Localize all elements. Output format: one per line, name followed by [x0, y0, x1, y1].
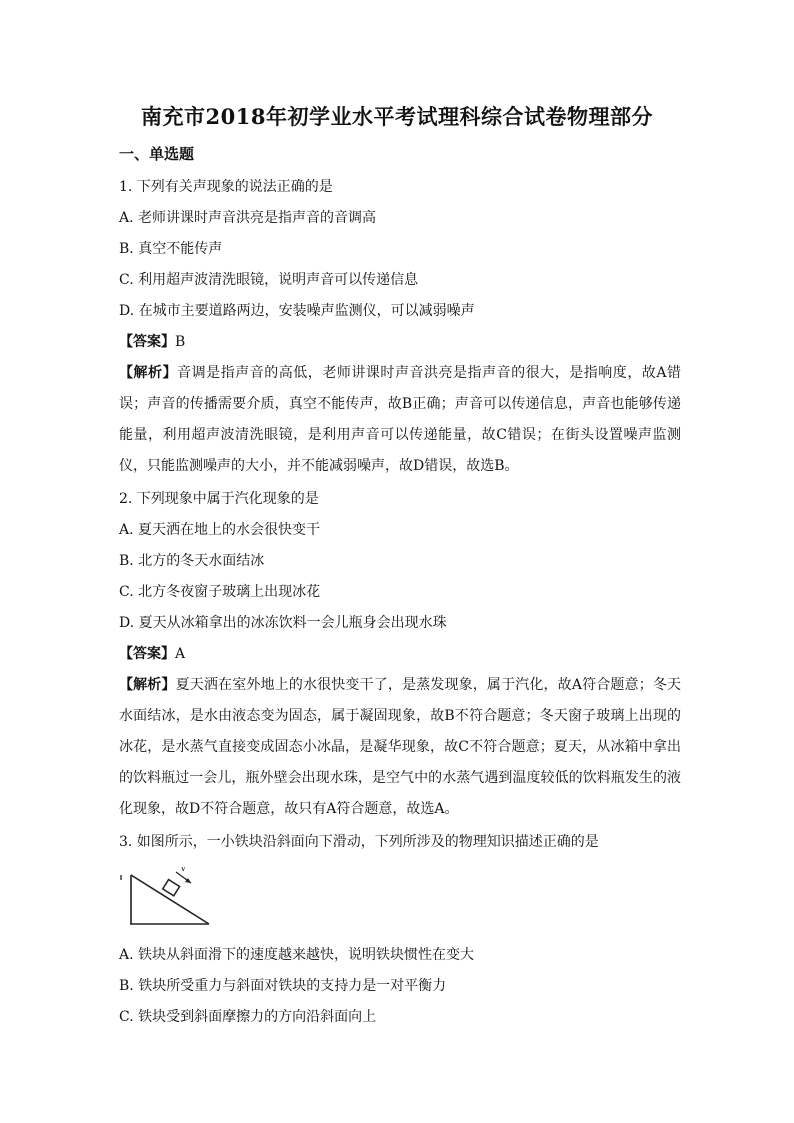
question-2-option-d: D. 夏天从冰箱拿出的冰冻饮料一会儿瓶身会出现水珠: [119, 615, 447, 631]
question-1-answer: [119, 332, 185, 352]
question-1-analysis: [119, 358, 681, 482]
section-heading: 一、单选题: [119, 145, 195, 163]
question-2-answer: [119, 644, 185, 664]
answer-value: B: [175, 334, 186, 350]
velocity-label: v: [181, 867, 186, 873]
question-2-option-a: A. 夏天洒在地上的水会很快变干: [119, 522, 321, 538]
incline-diagram: [118, 867, 218, 931]
analysis-label: 【解析】: [119, 365, 178, 381]
answer-label: 【答案】: [119, 334, 175, 350]
question-3-stem: 3. 如图所示，一小铁块沿斜面向下滑动，下列所涉及的物理知识描述正确的是: [119, 834, 599, 850]
question-1-option-a: A. 老师讲课时声音洪亮是指声音的音调高: [119, 210, 377, 226]
question-2-option-c: C. 北方冬夜窗子玻璃上出现冰花: [119, 584, 321, 600]
analysis-text: 夏天洒在室外地上的水很快变干了，是蒸发现象，属于汽化，故A符合题意；冬天水面结冰，是水由液态变为固态，属于凝固现象，故B不符合题意；冬天窗子玻璃上出现的冰花，是水蒸气直接变成固态小冰晶，是凝华现象，故C不符合题意；夏天，从冰箱中拿出的饮料瓶过一会儿，瓶外壁会出现水珠，是空气中的水蒸气遇到温度较低的饮料瓶发生的液化现象，故D不符合题意，故只有A符合题意，故选A。: [119, 677, 682, 817]
question-3-option-c: C. 铁块受到斜面摩擦力的方向沿斜面向上: [119, 1009, 377, 1025]
question-1-option-c: C. 利用超声波清洗眼镜，说明声音可以传递信息: [119, 272, 419, 288]
answer-label: 【答案】: [119, 646, 175, 662]
question-3-option-a: A. 铁块从斜面滑下的速度越来越快，说明铁块惯性在变大: [119, 947, 475, 963]
question-1-option-b: B. 真空不能传声: [119, 241, 223, 257]
question-2-option-b: B. 北方的冬天水面结冰: [119, 553, 265, 569]
analysis-label: 【解析】: [119, 677, 176, 693]
analysis-text: 音调是指声音的高低，老师讲课时声音洪亮是指声音的很大，是指响度，故A错误；声音的传播需要介质，真空不能传声，故B正确；声音可以传递信息，声音也能够传递能量，利用超声波清洗眼镜，是利用声音可以传递能量，故C错误；在街头设置噪声监测仪，只能监测噪声的大小，并不能减弱噪声，故D错误，故选B。: [119, 365, 681, 474]
question-2-analysis: [119, 670, 681, 825]
question-1-option-d: D. 在城市主要道路两边，安装噪声监测仪，可以减弱噪声: [119, 303, 475, 319]
question-1-stem: 1. 下列有关声现象的说法正确的是: [119, 179, 333, 195]
question-2-stem: 2. 下列现象中属于汽化现象的是: [119, 491, 319, 507]
answer-value: A: [175, 646, 186, 662]
iron-block: [163, 880, 180, 896]
question-3-option-b: B. 铁块所受重力与斜面对铁块的支持力是一对平衡力: [119, 978, 447, 994]
page-title: 南充市2018年初学业水平考试理科综合试卷物理部分: [141, 104, 653, 129]
